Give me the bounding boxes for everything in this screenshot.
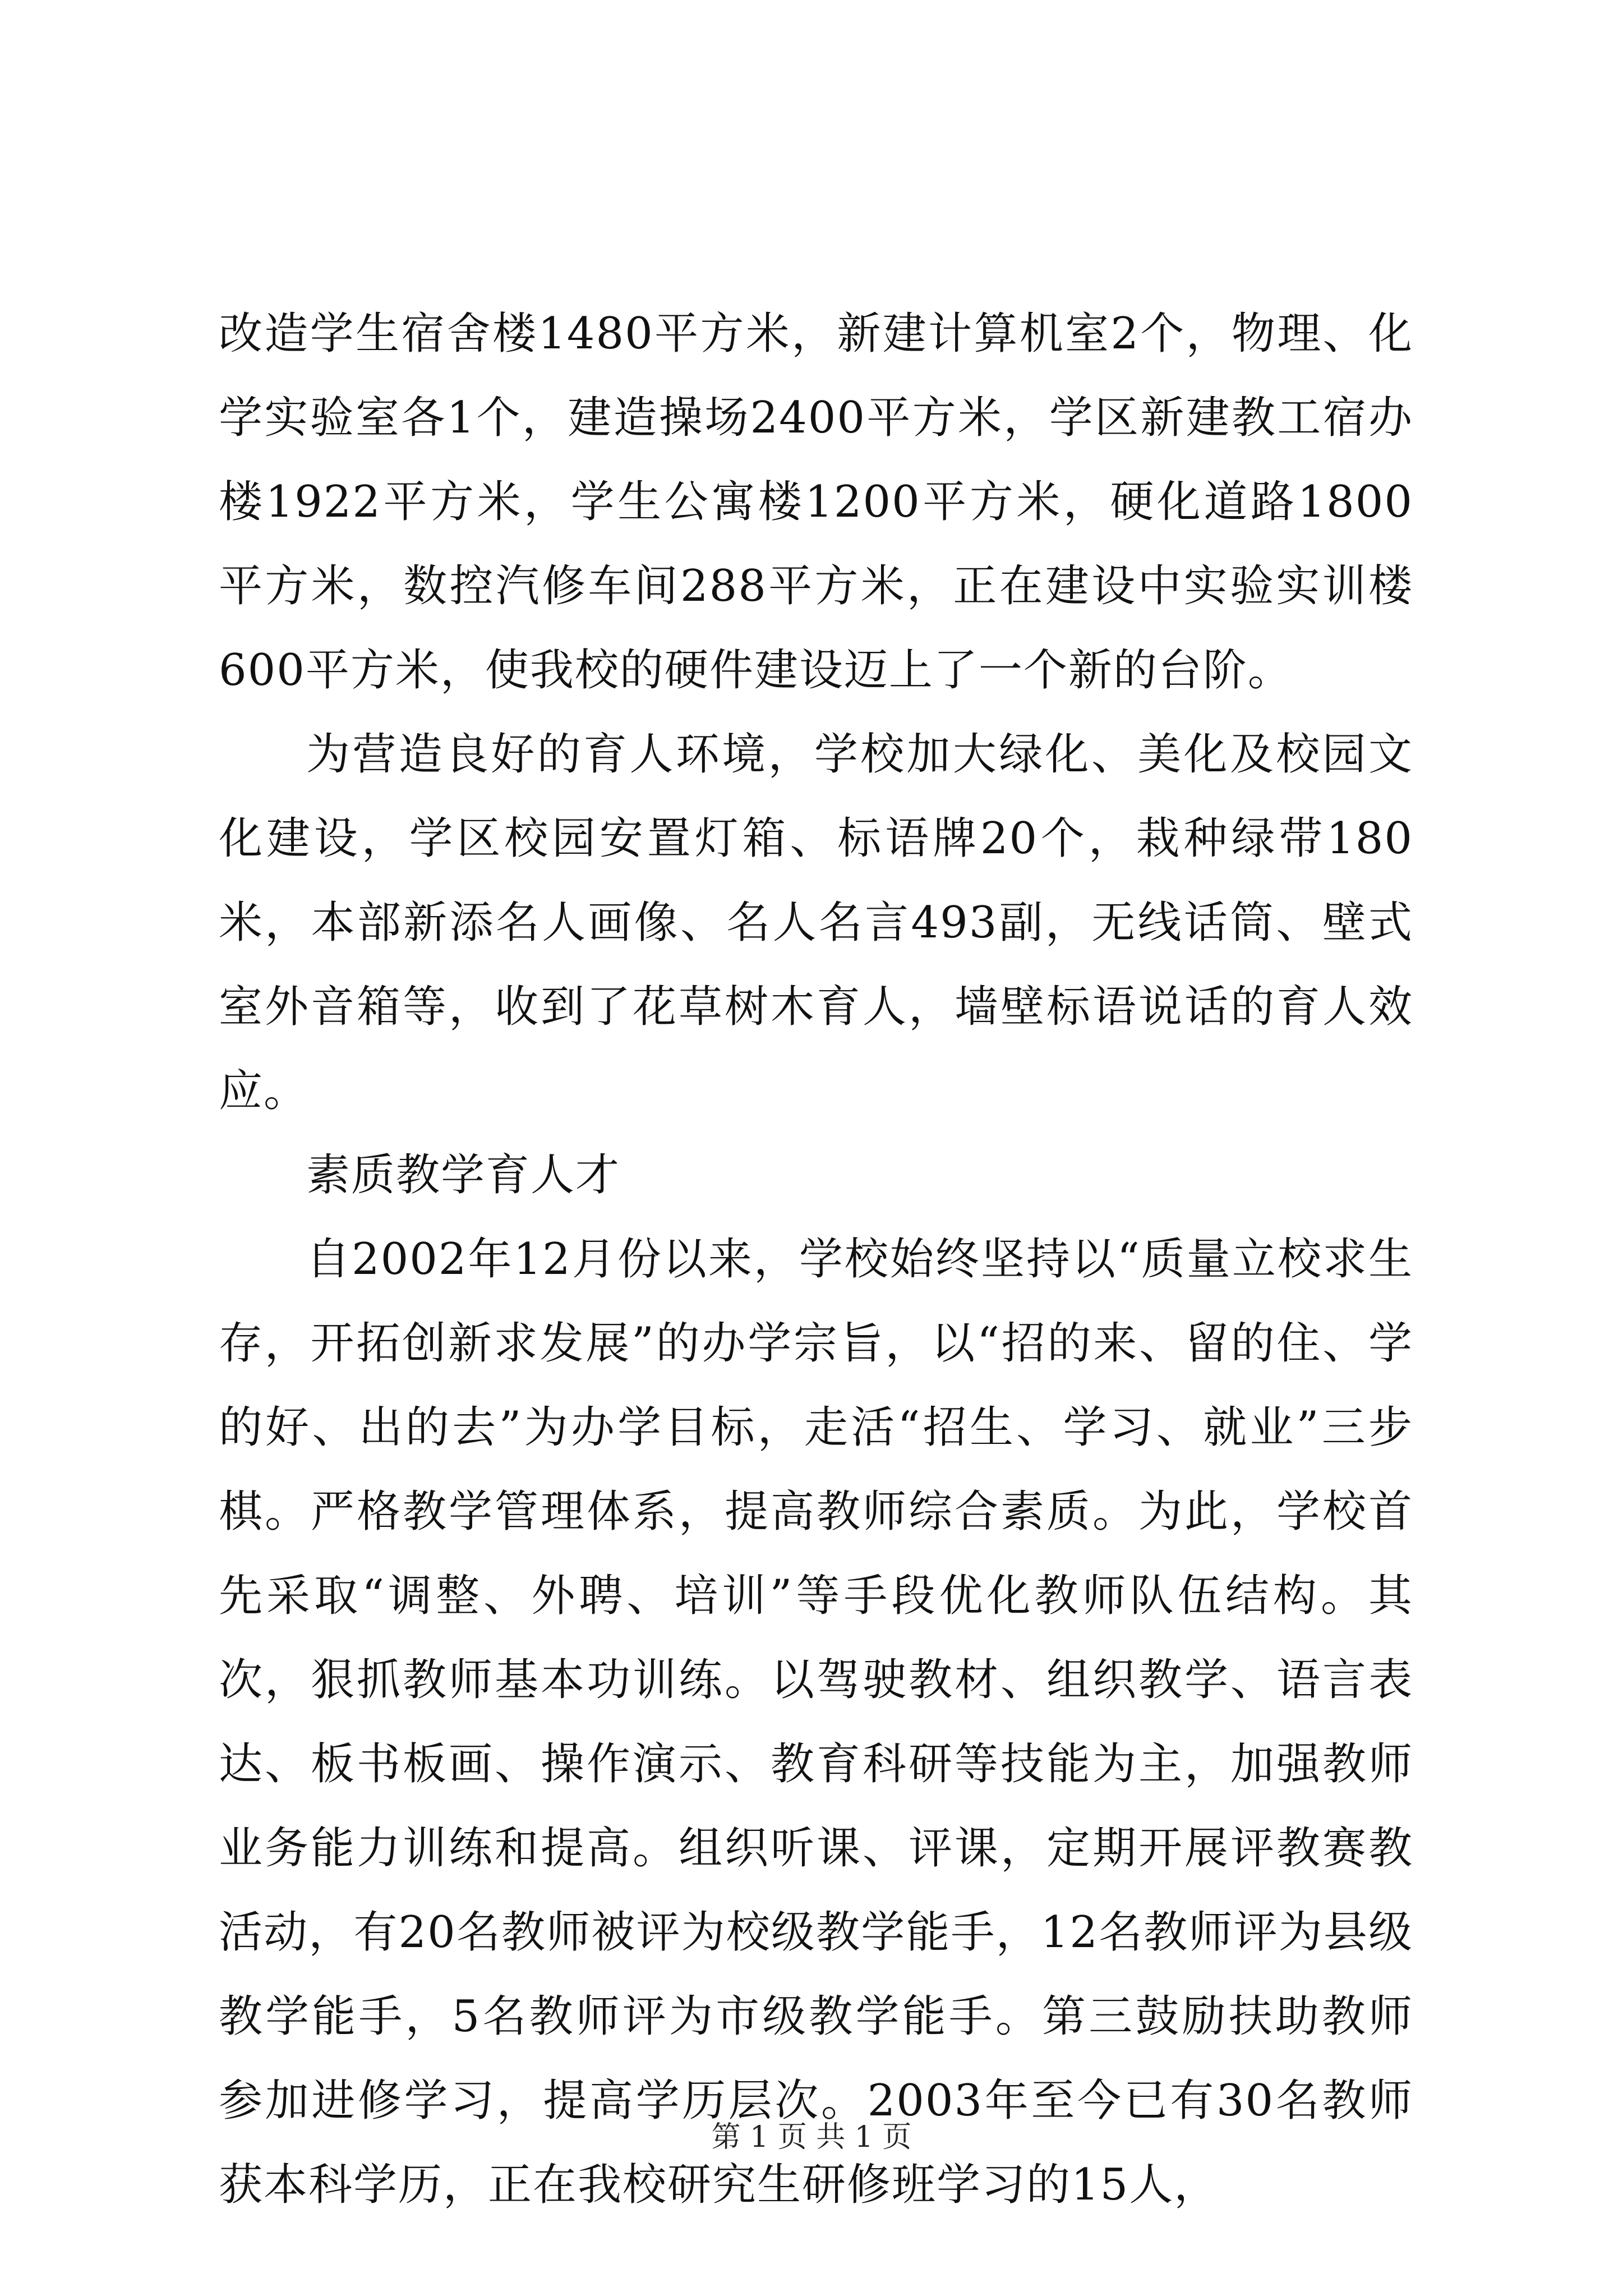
document-body <box>219 292 1413 2227</box>
paragraph-environment: 为营造良好的育人环境，学校加大绿化、美化及校园文化建设，学区校园安置灯箱、标语牌20个，栽种绿带180米，本部新添名人画像、名人名言493副，无线话筒、壁式室外音箱等，收到了花草树木育人，墙壁标语说话的育人效应。 <box>219 729 1413 1116</box>
section-heading: 素质教学育人才 <box>306 1150 621 1200</box>
paragraph-teaching: 自2002年12月份以来，学校始终坚持以“质量立校求生存，开拓创新求发展”的办学宗旨，以“招的来、留的住、学的好、出的去”为办学目标，走活“招生、学习、就业”三步棋。严格教学管理体系，提高教师综合素质。为此，学校首先采取“调整、外聘、培训”等手段优化教师队伍结构。其次，狠抓教师基本功训练。以驾驶教材、组织教学、语言表达、板书板画、操作演示、教育科研等技能为主，加强教师业务能力训练和提高。组织听课、评课，定期开展评教赛教活动，有20名教师被评为校级教学能手，12名教师评为县级教学能手，5名教师评为市级教学能手。第三鼓励扶助教师参加进修学习，提高学历层次。2003年至今已有30名教师获本科学历，正在我校研究生研修班学习的15人， <box>219 1234 1413 2210</box>
paragraph-construction: 改造学生宿舍楼1480平方米，新建计算机室2个，物理、化学实验室各1个，建造操场2400平方米，学区新建教工宿办楼1922平方米，学生公寓楼1200平方米，硬化道路1800平方米，数控汽修车间288平方米，正在建设中实验实训楼600平方米，使我校的硬件建设迈上了一个新的台阶。 <box>219 309 1413 696</box>
page-footer: 第 1 页 共 1 页 <box>711 2120 912 2154</box>
